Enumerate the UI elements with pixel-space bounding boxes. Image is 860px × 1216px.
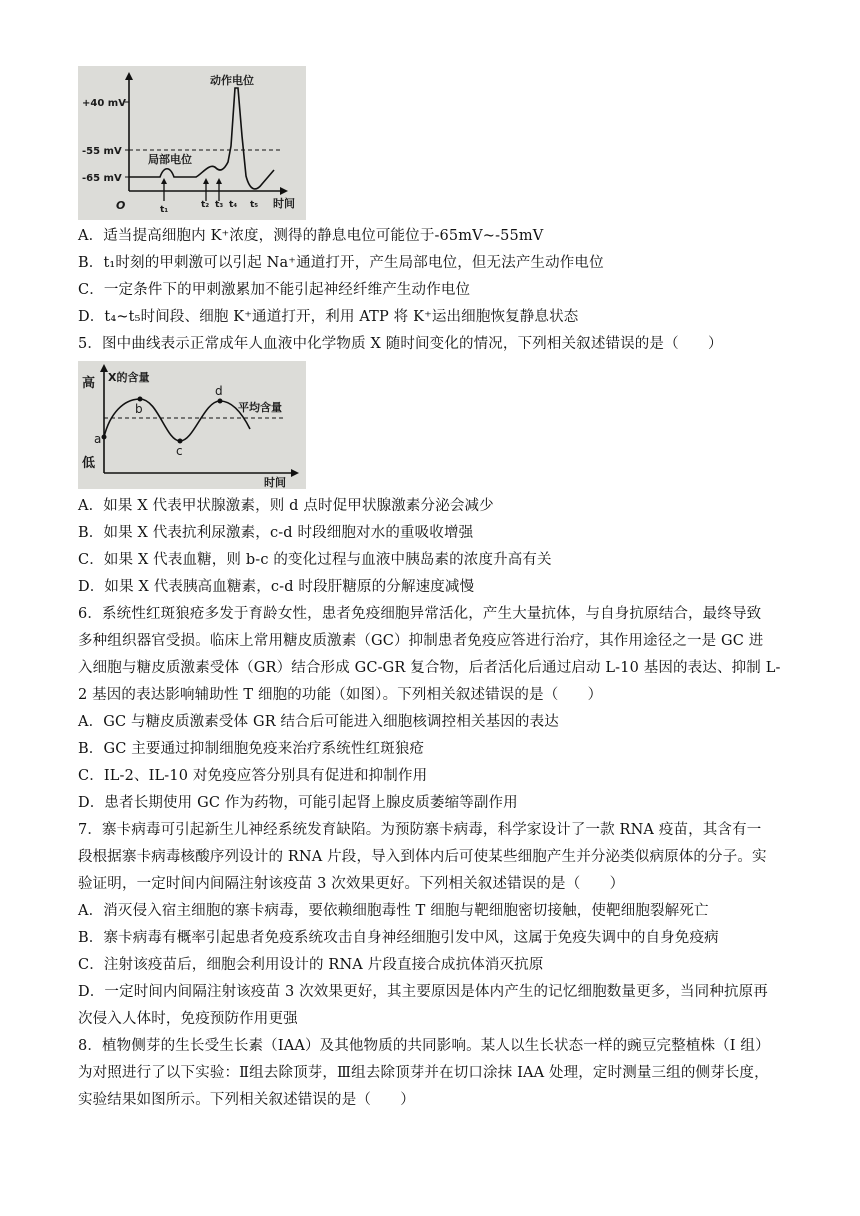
q7-option-c: C．注射该疫苗后，细胞会利用设计的 RNA 片段直接合成抗体消灭抗原 [78,957,544,973]
t-label: t₂ [201,200,210,210]
q6-stem-line: 入细胞与糖皮质激素受体（GR）结合形成 GC-GR 复合物，后者活化后通过启动 L-10 基因的表达、抑制 L- [78,660,781,676]
q6-option-b: B．GC 主要通过抑制细胞免疫来治疗系统性红斑狼疮 [78,741,425,757]
q5-option-b: B．如果 X 代表抗利尿激素，c-d 时段细胞对水的重吸收增强 [78,525,474,541]
y-axis-title: X的含量 [108,371,150,384]
q6-option-c: C．IL-2、IL-10 对免疫应答分别具有促进和抑制作用 [78,768,428,784]
q7-stem-line: 段根据寨卡病毒核酸序列设计的 RNA 片段，导入到体内后可使某些细胞产生并分泌类似病原体的分子。实 [78,849,767,865]
y-tick-label: -65 mV [82,173,122,184]
average-label: 平均含量 [238,401,282,414]
q4-option-a: A．适当提高细胞内 K⁺浓度，测得的静息电位可能位于-65mV~-55mV [78,228,544,244]
q8-stem-line: 8．植物侧芽的生长受生长素（IAA）及其他物质的共同影响。某人以生长状态一样的豌豆完整植株（I 组） [78,1038,770,1054]
q7-stem-line: 7．寨卡病毒可引起新生儿神经系统发育缺陷。为预防寨卡病毒，科学家设计了一款 RNA 疫苗，其含有一 [78,822,762,838]
point-label-a: a [94,432,102,446]
q7-stem-line: 验证明，一定时间内间隔注射该疫苗 3 次效果更好。下列相关叙述错误的是（ ） [78,876,625,892]
t-label: t₄ [229,200,238,210]
origin-label: O [116,199,126,212]
y-high-label: 高 [82,376,96,391]
q6-stem-line: 2 基因的表达影响辅助性 T 细胞的功能（如图）。下列相关叙述错误的是（ ） [78,687,603,703]
x-axis-label: 时间 [273,197,295,210]
q6-stem-line: 多种组织器官受损。临床上常用糖皮质激素（GC）抑制患者免疫应答进行治疗，其作用途径之一是 GC 进 [78,633,764,649]
t-label: t₅ [250,200,259,210]
membrane-potential-figure [78,66,306,220]
q4-option-b: B．t₁时刻的甲刺激可以引起 Na⁺通道打开，产生局部电位，但无法产生动作电位 [78,255,604,271]
y-low-label: 低 [82,456,96,471]
q7-option-d-continued: 次侵入人体时，免疫预防作用更强 [78,1011,298,1027]
t-label: t₃ [215,200,224,210]
q4-option-d: D．t₄~t₅时间段、细胞 K⁺通道打开，利用 ATP 将 K⁺运出细胞恢复静息状态 [78,309,579,325]
hormone-level-figure [78,361,306,489]
q6-option-a: A．GC 与糖皮质激素受体 GR 结合后可能进入细胞核调控相关基因的表达 [78,714,559,730]
q8-stem-line: 实验结果如图所示。下列相关叙述错误的是（ ） [78,1092,415,1108]
q7-option-d: D．一定时间内间隔注射该疫苗 3 次效果更好，其主要原因是体内产生的记忆细胞数量更多，当同种抗原再 [78,984,768,1000]
q6-option-d: D．患者长期使用 GC 作为药物，可能引起肾上腺皮质萎缩等副作用 [78,795,518,811]
q4-option-c: C．一定条件下的甲刺激累加不能引起神经纤维产生动作电位 [78,282,471,298]
point-label-c: c [176,444,183,458]
x-axis-label: 时间 [264,476,286,489]
q5-option-d: D．如果 X 代表胰高血糖素，c-d 时段肝糖原的分解速度减慢 [78,579,475,595]
q7-option-a: A．消灭侵入宿主细胞的寨卡病毒，要依赖细胞毒性 T 细胞与靶细胞密切接触，使靶细胞裂解死亡 [78,903,709,919]
figure-label-action-potential: 动作电位 [210,74,254,87]
q7-option-b: B．寨卡病毒有概率引起患者免疫系统攻击自身神经细胞引发中风，这属于免疫失调中的自身免疫病 [78,930,719,946]
y-tick-label: -55 mV [82,146,122,157]
q5-option-c: C．如果 X 代表血糖，则 b-c 的变化过程与血液中胰岛素的浓度升高有关 [78,552,552,568]
q5-option-a: A．如果 X 代表甲状腺激素，则 d 点时促甲状腺激素分泌会减少 [78,498,494,514]
figure-label-local-potential: 局部电位 [148,153,192,166]
point-label-b: b [135,402,143,416]
point-label-d: d [215,384,223,398]
y-tick-label: +40 mV [82,98,126,109]
q8-stem-line: 为对照进行了以下实验：Ⅱ组去除顶芽，Ⅲ组去除顶芽并在切口涂抹 IAA 处理，定时测量三组的侧芽长度， [78,1065,769,1081]
t-label: t₁ [160,205,169,215]
q5-stem: 5．图中曲线表示正常成年人血液中化学物质 X 随时间变化的情况，下列相关叙述错误的是（ ） [78,336,723,352]
q6-stem-line: 6．系统性红斑狼疮多发于育龄女性，患者免疫细胞异常活化，产生大量抗体，与自身抗原结合，最终导致 [78,606,762,622]
